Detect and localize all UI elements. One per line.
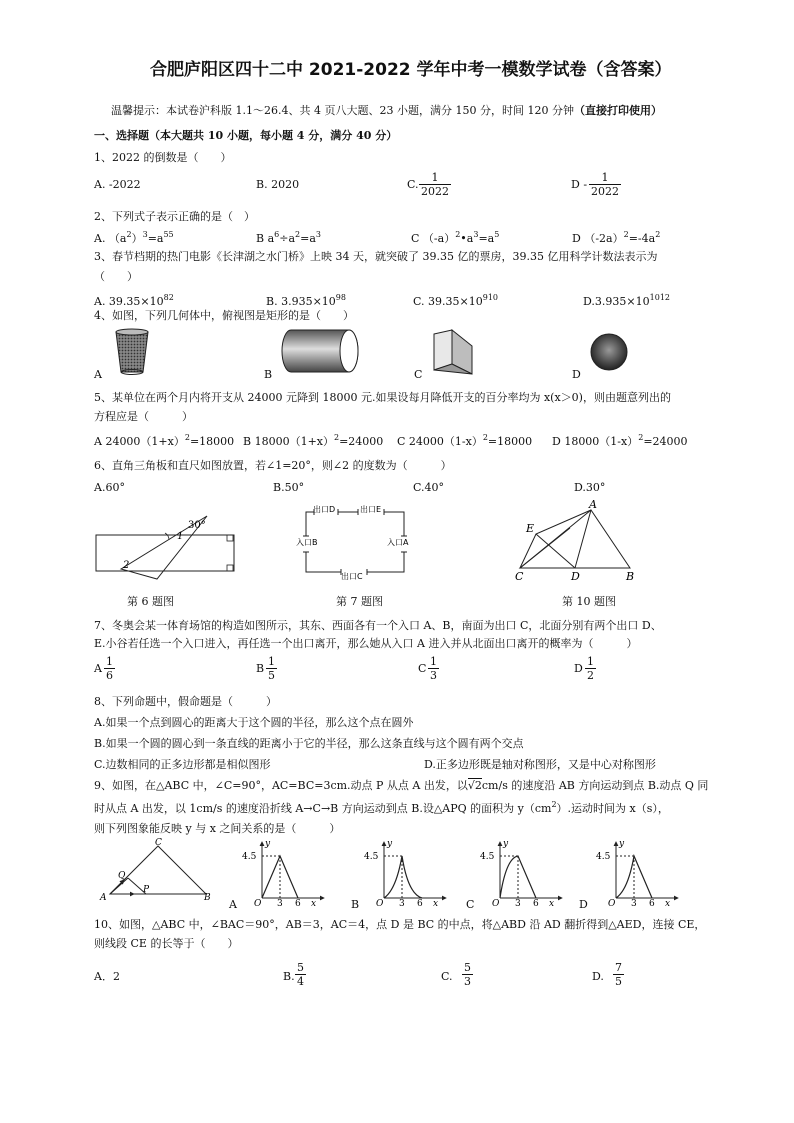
- q3-a-exp: 82: [163, 293, 174, 302]
- q9a-6: 6: [295, 899, 301, 909]
- q7-stem-line2: E.小谷若任选一个入口进入，再任选一个出口离开，那么她从入口 A 进入并从北面出口离开的概率为（ ）: [94, 637, 638, 650]
- q2-a-sup3: 55: [163, 230, 174, 239]
- q4-label-a: A: [94, 368, 102, 381]
- q10-c-den: 3: [464, 975, 471, 988]
- q5-c-2: =18000: [487, 435, 533, 448]
- section-heading: 一、选择题（本大题共 10 小题，每小题 4 分，满分 40 分）: [94, 129, 398, 142]
- q10-option-d-fraction: [613, 961, 624, 988]
- q9-triangle-figure: [98, 838, 216, 906]
- q9b-45: 4.5: [364, 852, 379, 862]
- q2-a-3: =a: [147, 232, 164, 245]
- fig10-triangle: [510, 498, 645, 586]
- q4-label-d: D: [572, 368, 581, 381]
- fig10-label-e: E: [526, 522, 535, 535]
- q9-stem-line1: [94, 779, 708, 793]
- q4-figure-sphere: [589, 332, 629, 372]
- q5-d-exp: 2: [638, 433, 644, 442]
- q9-tri-label-p: P: [143, 885, 150, 895]
- q9b-y: y: [387, 839, 393, 849]
- q8-option-c: C.边数相同的正多边形都是相似图形: [94, 758, 271, 771]
- q10-option-c-label: C.: [441, 970, 453, 983]
- q6-option-b: B.50°: [273, 481, 305, 494]
- fig7-label-out-e: 出口E: [360, 505, 382, 514]
- fig7-label-out-c: 出口C: [341, 572, 363, 581]
- q1-stem: 1、2022 的倒数是（ ）: [94, 151, 232, 164]
- q7-option-b-fraction: [266, 655, 277, 682]
- q2-option-d: [572, 232, 660, 246]
- q5-a-1: A 24000（1+x）: [94, 435, 185, 448]
- q5-d-1: D 18000（1-x）: [552, 435, 639, 448]
- q9d-3: 3: [631, 899, 637, 909]
- fig10-label-a: A: [589, 498, 597, 511]
- q10-option-d-label: D.: [592, 970, 604, 983]
- q3-option-d: [583, 295, 670, 309]
- q1-option-c-fraction: [419, 171, 451, 198]
- q10-c-num: 5: [464, 961, 471, 974]
- q1-option-d-fraction: [589, 171, 621, 198]
- q9d-45: 4.5: [596, 852, 611, 862]
- q9-tri-label-q: Q: [118, 871, 126, 881]
- q2-c-sup2: 3: [473, 230, 479, 239]
- q1-c-num: 1: [419, 171, 451, 185]
- q2-a-2: ）: [131, 232, 143, 245]
- q4-figure-prism: [432, 328, 476, 376]
- q5-c-exp: 2: [482, 433, 488, 442]
- q3-b-exp: 98: [335, 293, 346, 302]
- q10-stem-line2: 则线段 CE 的长等于（ ）: [94, 937, 239, 950]
- q7-option-b-label: B: [256, 662, 265, 675]
- q1-option-a: A. -2022: [94, 178, 141, 191]
- q1-d-num: 1: [589, 171, 621, 185]
- q2-c-2: •a: [460, 232, 474, 245]
- q9d-o: O: [608, 899, 616, 909]
- q3-a-base: A. 39.35×10: [94, 295, 164, 308]
- q4-stem: 4、如图，下列几何体中，俯视图是矩形的是（ ）: [94, 309, 354, 322]
- q9-tri-label-a: A: [100, 893, 107, 903]
- q2-option-b: [256, 232, 321, 246]
- tip-line: [111, 104, 662, 118]
- q6-option-a: A.60°: [94, 481, 125, 494]
- q2-d-sup2: 2: [655, 230, 661, 239]
- q5-d-2: =24000: [643, 435, 688, 448]
- q2-b-1: B a: [256, 232, 275, 245]
- q2-option-a: [94, 232, 174, 246]
- q2-b-sup3: 3: [315, 230, 321, 239]
- q5-a-exp: 2: [184, 433, 190, 442]
- q9a-o: O: [254, 899, 262, 909]
- q3-d-base: D.3.935×10: [583, 295, 650, 308]
- q8-option-b: B.如果一个圆的圆心到一条直线的距离小于它的半径，那么这条直线与这个圆有两个交点: [94, 737, 524, 750]
- q2-d-2: =-4a: [628, 232, 656, 245]
- q3-b-base: B. 3.935×10: [266, 295, 336, 308]
- q7-d-den: 2: [587, 669, 594, 682]
- q9c-6: 6: [533, 899, 539, 909]
- q1-option-b: B. 2020: [256, 178, 300, 191]
- q7-a-num: 1: [106, 655, 113, 668]
- fig6-label-2: 2: [123, 560, 130, 571]
- q9c-45: 4.5: [480, 852, 495, 862]
- q7-option-a-label: A: [94, 662, 102, 675]
- q4-figure-frustum: [112, 328, 152, 376]
- tip-text: 温馨提示：本试卷沪科版 1.1～26.4、共 4 页八大题、23 小题，满分 150 分，时间 120 分钟: [111, 104, 574, 117]
- q7-d-num: 1: [587, 655, 594, 668]
- q5-option-d: [552, 435, 688, 449]
- page-title: 合肥庐阳区四十二中 2021-2022 学年中考一模数学试卷（含答案）: [150, 60, 672, 80]
- q6-option-c: C.40°: [413, 481, 445, 494]
- q9-s2a: 时从点 A 出发，以 1cm/s 的速度沿折线 A→C→B 方向运动到点 B.设△APQ 的面积为 y（cm: [94, 802, 552, 815]
- q2-c-3: =a: [478, 232, 495, 245]
- q8-option-a: A.如果一个点到圆心的距离大于这个圆的半径，那么这个点在圆外: [94, 716, 414, 729]
- fig7-label-out-d: 出口D: [313, 505, 336, 514]
- q2-c-sup3: 5: [494, 230, 500, 239]
- q3-stem-line2: （ ）: [94, 270, 138, 283]
- q6-stem: 6、直角三角板和直尺如图放置，若∠1=20°，则∠2 的度数为（ ）: [94, 459, 452, 472]
- q4-label-c: C: [414, 368, 423, 381]
- q9c-y: y: [503, 839, 509, 849]
- q9-graph-b: [362, 838, 450, 909]
- fig7-venue-plan: [296, 500, 416, 586]
- q9-tri-label-b: B: [204, 893, 211, 903]
- q3-stem-line1: 3、春节档期的热门电影《长津湖之水门桥》上映 34 天，就突破了 39.35 亿的票房，39.35 亿用科学计数法表示为: [94, 250, 658, 263]
- q9-stem-line2: [94, 802, 669, 816]
- q9-s2-sup: 2: [551, 800, 557, 809]
- q3-d-exp: 1012: [649, 293, 670, 302]
- q2-a-sup1: 2: [126, 230, 132, 239]
- q9-graph-a: [240, 838, 328, 909]
- q9-graph-label-b: B: [351, 898, 360, 911]
- caption-fig6: 第 6 题图: [127, 595, 174, 608]
- q9b-x: x: [433, 899, 439, 909]
- q8-stem: 8、下列命题中，假命题是（ ）: [94, 695, 277, 708]
- q7-option-c-fraction: [428, 655, 439, 682]
- q3-option-b: [266, 295, 346, 309]
- fig6-label-30: 30°: [188, 520, 206, 531]
- q7-a-den: 6: [106, 669, 113, 682]
- q9a-3: 3: [277, 899, 283, 909]
- q5-b-2: =24000: [339, 435, 384, 448]
- q9a-x: x: [311, 899, 317, 909]
- q4-figure-cylinder: [283, 327, 361, 375]
- q2-b-3: =a: [300, 232, 316, 245]
- q10-option-c-fraction: [462, 961, 473, 988]
- q1-d-den: 2022: [591, 185, 619, 198]
- q9c-o: O: [492, 899, 500, 909]
- q1-option-d-label: D -: [571, 178, 588, 191]
- q9-tri-label-c: C: [155, 838, 162, 848]
- q9a-y: y: [265, 839, 271, 849]
- q2-b-sup2: 2: [295, 230, 301, 239]
- q2-a-sup2: 3: [142, 230, 148, 239]
- q9-graph-c: [478, 838, 566, 909]
- q7-c-den: 3: [430, 669, 437, 682]
- q7-option-d-label: D: [574, 662, 583, 675]
- fig10-label-d: D: [571, 570, 580, 583]
- q9b-3: 3: [399, 899, 405, 909]
- q5-stem-line1: 5、某单位在两个月内将开支从 24000 元降到 18000 元.如果设每月降低开支的百分率均为 x(x＞0)，则由题意列出的: [94, 391, 671, 404]
- q5-option-a: [94, 435, 234, 449]
- q10-option-b-fraction: [295, 961, 306, 988]
- q1-c-den: 2022: [421, 185, 449, 198]
- fig7-label-in-a: 入口A: [387, 538, 409, 547]
- q2-stem: 2、下列式子表示正确的是（ ）: [94, 210, 255, 223]
- q7-b-den: 5: [268, 669, 275, 682]
- q2-a-1: A. （a: [94, 232, 127, 245]
- q7-option-a-fraction: [104, 655, 115, 682]
- q2-d-sup1: 2: [623, 230, 629, 239]
- q2-b-sup1: 6: [274, 230, 280, 239]
- q9-graph-label-c: C: [466, 898, 475, 911]
- q10-option-a: A．2: [94, 970, 120, 983]
- q4-label-b: B: [264, 368, 273, 381]
- q9b-o: O: [376, 899, 384, 909]
- q9-s1b: cm/s 的速度沿 AB 方向运动到点 B.动点 Q 同: [481, 779, 709, 792]
- fig6-label-1: 1: [177, 531, 184, 542]
- q7-c-num: 1: [430, 655, 437, 668]
- q9-stem-line3: 则下列图象能反映 y 与 x 之间关系的是（ ）: [94, 822, 341, 835]
- q7-b-num: 1: [268, 655, 275, 668]
- caption-fig10: 第 10 题图: [562, 595, 616, 608]
- q3-option-a: [94, 295, 174, 309]
- caption-fig7: 第 7 题图: [336, 595, 383, 608]
- q8-option-d: D.正多边形既是轴对称图形，又是中心对称图形: [424, 758, 656, 771]
- q9-graph-label-d: D: [579, 898, 588, 911]
- q7-option-d-fraction: [585, 655, 596, 682]
- q7-stem-line1: 7、冬奥会某一体育场馆的构造如图所示，其东、西面各有一个入口 A、B，南面为出口 C，北面分别有两个出口 D、: [94, 619, 662, 632]
- q9d-x: x: [665, 899, 671, 909]
- q9d-y: y: [619, 839, 625, 849]
- q2-d-1: D （-2a）: [572, 232, 624, 245]
- q5-a-2: =18000: [189, 435, 235, 448]
- fig6-ruler-triangle: [95, 513, 240, 583]
- q9c-3: 3: [515, 899, 521, 909]
- q2-b-2: ÷a: [279, 232, 296, 245]
- q1-option-c-label: C.: [407, 178, 419, 191]
- q5-b-1: B 18000（1+x）: [243, 435, 334, 448]
- q2-option-c: [411, 232, 499, 246]
- q6-option-d: D.30°: [574, 481, 606, 494]
- q5-stem-line2: 方程应是（ ）: [94, 410, 193, 423]
- q2-c-1: C （-a）: [411, 232, 456, 245]
- fig7-label-in-b: 入口B: [296, 538, 318, 547]
- q10-d-den: 5: [615, 975, 622, 988]
- q9-s1a: 9、如图，在△ABC 中，∠C=90°，AC=BC=3cm.动点 P 从点 A 出发，以: [94, 779, 468, 792]
- q9c-x: x: [549, 899, 555, 909]
- q9-graph-label-a: A: [229, 898, 237, 911]
- q9d-6: 6: [649, 899, 655, 909]
- q3-c-base: C. 39.35×10: [413, 295, 483, 308]
- q2-c-sup1: 2: [455, 230, 461, 239]
- q10-d-num: 7: [615, 961, 622, 974]
- q10-b-num: 5: [297, 961, 304, 974]
- q10-stem-line1: 10、如图，△ABC 中，∠BAC＝90°，AB＝3，AC＝4，点 D 是 BC 的中点，将△ABD 沿 AD 翻折得到△AED，连接 CE，: [94, 918, 706, 931]
- q5-b-exp: 2: [334, 433, 340, 442]
- q7-option-c-label: C: [418, 662, 427, 675]
- q10-b-den: 4: [297, 975, 304, 988]
- tip-bold: （直接打印使用）: [573, 104, 662, 117]
- fig10-label-c: C: [515, 570, 524, 583]
- q3-c-exp: 910: [482, 293, 499, 302]
- fig10-label-b: B: [626, 570, 635, 583]
- q10-option-b-label: B.: [283, 970, 295, 983]
- q9-s2b: ）.运动时间为 x（s），: [556, 802, 669, 815]
- q9-graph-d: [594, 838, 682, 909]
- q5-option-b: [243, 435, 383, 449]
- q9b-6: 6: [417, 899, 423, 909]
- q5-option-c: [397, 435, 532, 449]
- q3-option-c: [413, 295, 498, 309]
- q9a-45: 4.5: [242, 852, 257, 862]
- q5-c-1: C 24000（1-x）: [397, 435, 483, 448]
- q9-sqrt: √2: [467, 779, 482, 792]
